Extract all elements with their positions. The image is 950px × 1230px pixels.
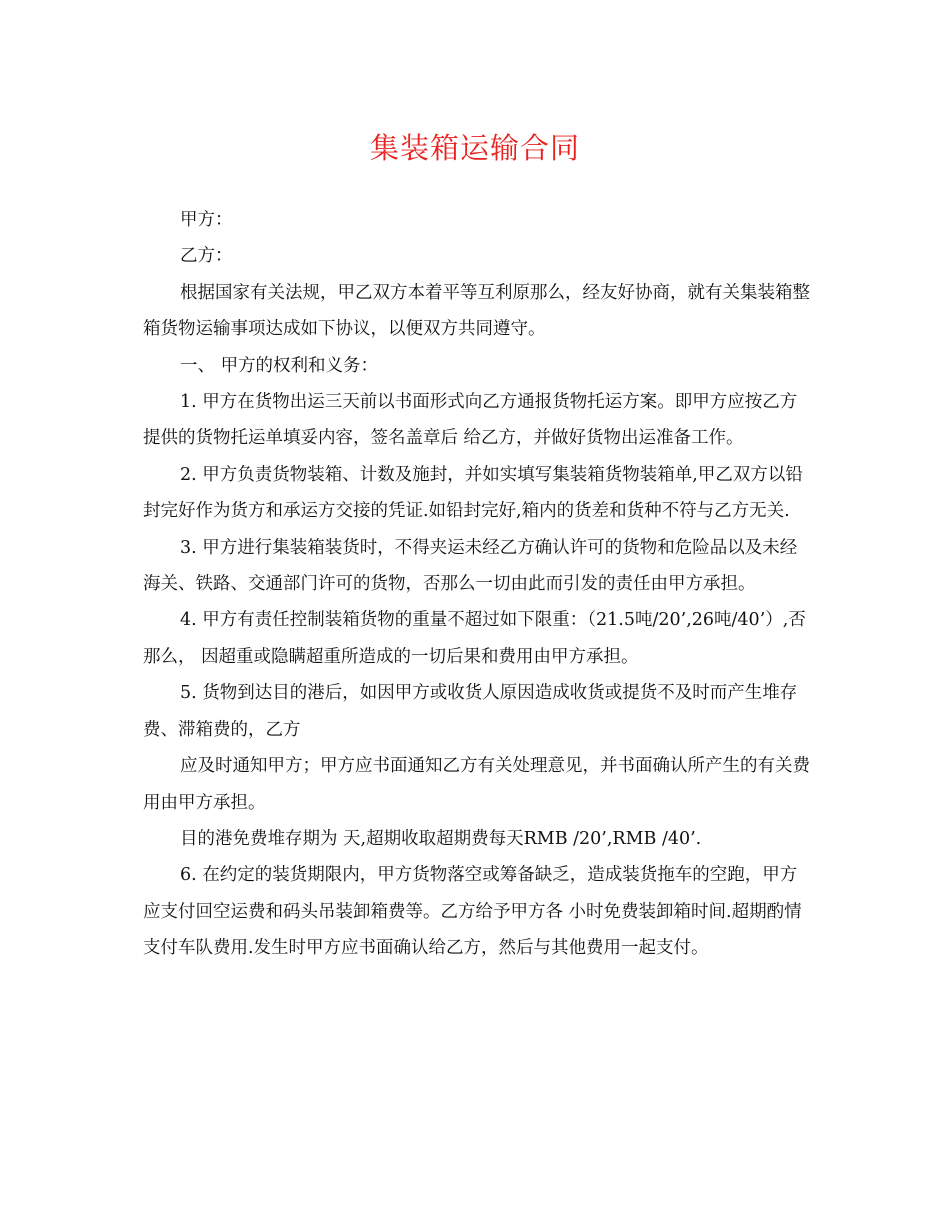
- document-body: [143, 202, 813, 967]
- party-a-line: 甲方：: [180, 210, 233, 230]
- clause-5: 5. 货物到达目的港后，如因甲方或收货人原因造成收货或提货不及时而产生堆存费、滞箱费的，乙方: [143, 683, 798, 740]
- clause-2: 2. 甲方负责货物装箱、计数及施封，并如实填写集装箱货物装箱单,甲乙双方以铅封完好作为货方和承运方交接的凭证.如铅封完好,箱内的货差和货种不符与乙方无关.: [143, 464, 803, 522]
- clause-3: 3. 甲方进行集装箱装货时，不得夹运未经乙方确认许可的货物和危险品以及未经海关、铁路、交通部门许可的货物，否那么一切由此而引发的责任由甲方承担。: [143, 537, 798, 595]
- intro-paragraph: 根据国家有关法规，甲乙双方本着平等互利原那么，经友好协商，就有关集装箱整箱货物运输事项达成如下协议，以便双方共同遵守。: [143, 282, 810, 340]
- clause-5-storage-period: 目的港免费堆存期为 天,超期收取超期费每天RMB /20’,RMB /40’.: [180, 828, 702, 849]
- section-heading: 一、 甲方的权利和义务：: [180, 355, 379, 376]
- clause-4: 4. 甲方有责任控制装箱货物的重量不超过如下限重：（21.5吨/20’,26吨/40’）,否那么， 因超重或隐瞒超重所造成的一切后果和费用由甲方承担。: [143, 610, 806, 667]
- clause-5-continued: 应及时通知甲方；甲方应书面通知乙方有关处理意见，并书面确认所产生的有关费用由甲方承担。: [143, 756, 810, 813]
- clause-1: 1. 甲方在货物出运三天前以书面形式向乙方通报货物托运方案。即甲方应按乙方提供的货物托运单填妥内容，签名盖章后 给乙方，并做好货物出运准备工作。: [143, 392, 798, 449]
- document-title: 集装箱运输合同: [369, 131, 580, 165]
- clause-6: 6. 在约定的装货期限内，甲方货物落空或筹备缺乏，造成装货拖车的空跑，甲方应支付回空运费和码头吊装卸箱费等。乙方给予甲方各 小时免费装卸箱时间.超期酌情支付车队费用.发生时甲方应书面确认给乙方，然后与其他费用一起支付。: [143, 865, 802, 959]
- party-b-line: 乙方：: [180, 246, 233, 267]
